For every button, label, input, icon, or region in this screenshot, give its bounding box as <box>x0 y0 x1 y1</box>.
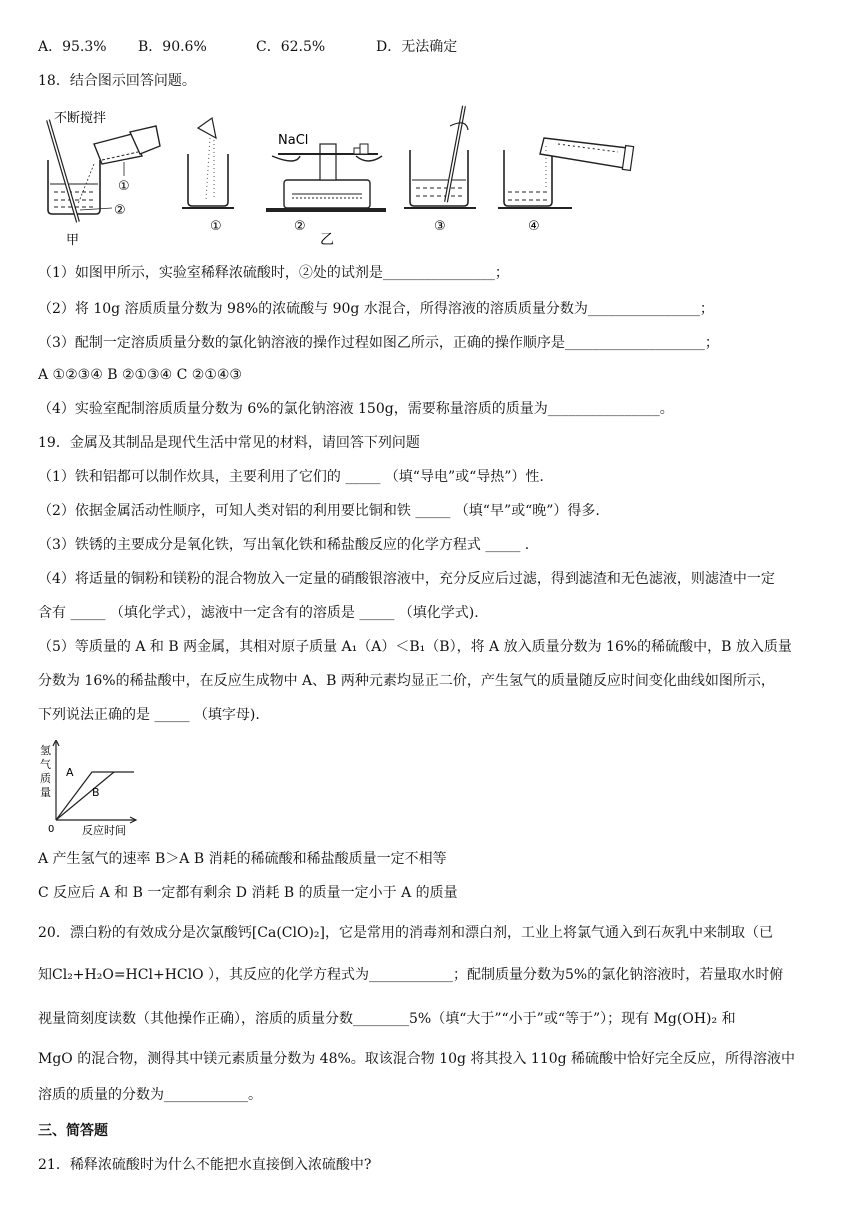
curve-a-label: A <box>66 766 74 779</box>
nacl-label: NaCl <box>278 133 309 148</box>
graph-ylabel-1: 氢 <box>40 744 51 757</box>
stir-label: 不断搅拌 <box>54 111 107 126</box>
q20-line4: MgO 的混合物，测得其中镁元素质量分数为 48%。取该混合物 10g 将其投入 110g 稀硫酸中恰好完全反应，所得溶液中 <box>38 1051 796 1067</box>
label-yi: 乙 <box>320 232 334 248</box>
label-b2: ② <box>294 219 306 234</box>
q19-part3: （3）铁锈的主要成分是氧化铁，写出氧化铁和稀盐酸反应的化学方程式 _____ . <box>38 537 530 553</box>
q18-options: A ①②③④ B ②①③④ C ②①④③ <box>38 367 242 383</box>
q18-part2: （2）将 10g 溶质质量分数为 98%的浓硫酸与 90g 水混合，所得溶液的溶质质量分数为________________； <box>38 301 714 317</box>
q18-part3: （3）配制一定溶质质量分数的氯化钠溶液的操作过程如图乙所示，正确的操作顺序是____________________； <box>38 335 719 351</box>
figure-yi-4 <box>498 138 634 234</box>
q20-line1: 20．漂白粉的有效成分是次氯酸钙[Ca(ClO)₂]，它是常用的消毒剂和漂白剂，工业上将氯气通入到石灰乳中来制取（已 <box>38 925 773 941</box>
q19-part5c: 下列说法正确的是 _____ （填字母). <box>38 707 260 723</box>
label-b3: ③ <box>434 219 446 234</box>
q21-text: 21．稀释浓硫酸时为什么不能把水直接倒入浓硫酸中? <box>38 1157 372 1173</box>
label-jia: 甲 <box>66 233 80 248</box>
graph-origin: 0 <box>48 824 55 835</box>
figure-yi-2-balance <box>266 133 386 248</box>
q18-title: 18．结合图示回答问题。 <box>38 73 196 89</box>
figure-jia <box>48 110 160 248</box>
q19-part1: （1）铁和铝都可以制作炊具，主要利用了它们的 _____ （填“导电”或“导热”）性. <box>38 469 544 485</box>
graph-ylabel-3: 质 <box>40 772 51 785</box>
q18-part4: （4）实验室配制溶质质量分数为 6%的氯化钠溶液 150g，需要称量溶质的质量为________________。 <box>38 401 674 417</box>
q20-line2: 知Cl₂+H₂O=HCl+HClO ），其反应的化学方程式为____________；配制质量分数为5%的氯化钠溶液时，若量取水时俯 <box>38 967 784 983</box>
section-heading: 三、简答题 <box>38 1123 108 1139</box>
q17-options <box>38 38 457 56</box>
q19-part5b: 分数为 16%的稀盐酸中，在反应生成物中 A、B 两种元素均显正二价，产生氢气的质量随反应时间变化曲线如图所示， <box>38 673 775 689</box>
q19-option-cd: C 反应后 A 和 B 一定都有剩余 D 消耗 B 的质量一定小于 A 的质量 <box>38 885 458 901</box>
q17-option-a: A．95.3% <box>38 39 107 55</box>
label-b4: ④ <box>528 219 540 234</box>
q17-option-d: D．无法确定 <box>376 39 458 55</box>
curve-b-label: B <box>92 786 100 799</box>
q20-line5: 溶质的质量的分数为____________。 <box>38 1087 262 1103</box>
q19-option-ab: A 产生氢气的速率 B＞A B 消耗的稀硫酸和稀盐酸质量一定不相等 <box>38 851 447 867</box>
figure-yi-3 <box>404 106 476 234</box>
q17-option-b: B．90.6% <box>138 39 207 55</box>
q19-part2: （2）依据金属活动性顺序，可知人类对铝的利用要比铜和铁 _____ （填“早”或“晚”）得多. <box>38 503 600 519</box>
q18-figure <box>38 104 638 250</box>
hydrogen-graph <box>38 740 148 840</box>
q19-part5a: （5）等质量的 A 和 B 两金属，其相对原子质量 A₁（A）＜B₁（B），将 A 放入质量分数为 16%的稀硫酸中，B 放入质量 <box>38 639 792 655</box>
graph-ylabel-4: 量 <box>40 786 51 799</box>
figure-yi-1 <box>182 118 234 234</box>
q19-part4b: 含有 _____ （填化学式），滤液中一定含有的溶质是 _____ （填化学式). <box>38 605 479 621</box>
q17-option-c: C．62.5% <box>256 39 326 55</box>
q19-title: 19．金属及其制品是现代生活中常见的材料，请回答下列问题 <box>38 435 420 451</box>
label-circle-2: ② <box>114 203 126 218</box>
label-circle-1: ① <box>118 179 130 194</box>
q19-part4a: （4）将适量的铜粉和镁粉的混合物放入一定量的硝酸银溶液中，充分反应后过滤，得到滤渣和无色滤液，则滤渣中一定 <box>38 571 775 587</box>
graph-ylabel-2: 气 <box>40 758 51 771</box>
q18-part1: （1）如图甲所示，实验室稀释浓硫酸时，②处的试剂是________________； <box>38 265 509 281</box>
graph-xlabel: 反应时间 <box>82 824 126 837</box>
q20-line3: 视量筒刻度读数（其他操作正确），溶质的质量分数________5%（填“大于”“小于”或“等于”）；现有 Mg(OH)₂ 和 <box>38 1011 736 1027</box>
label-b1: ① <box>210 219 222 234</box>
